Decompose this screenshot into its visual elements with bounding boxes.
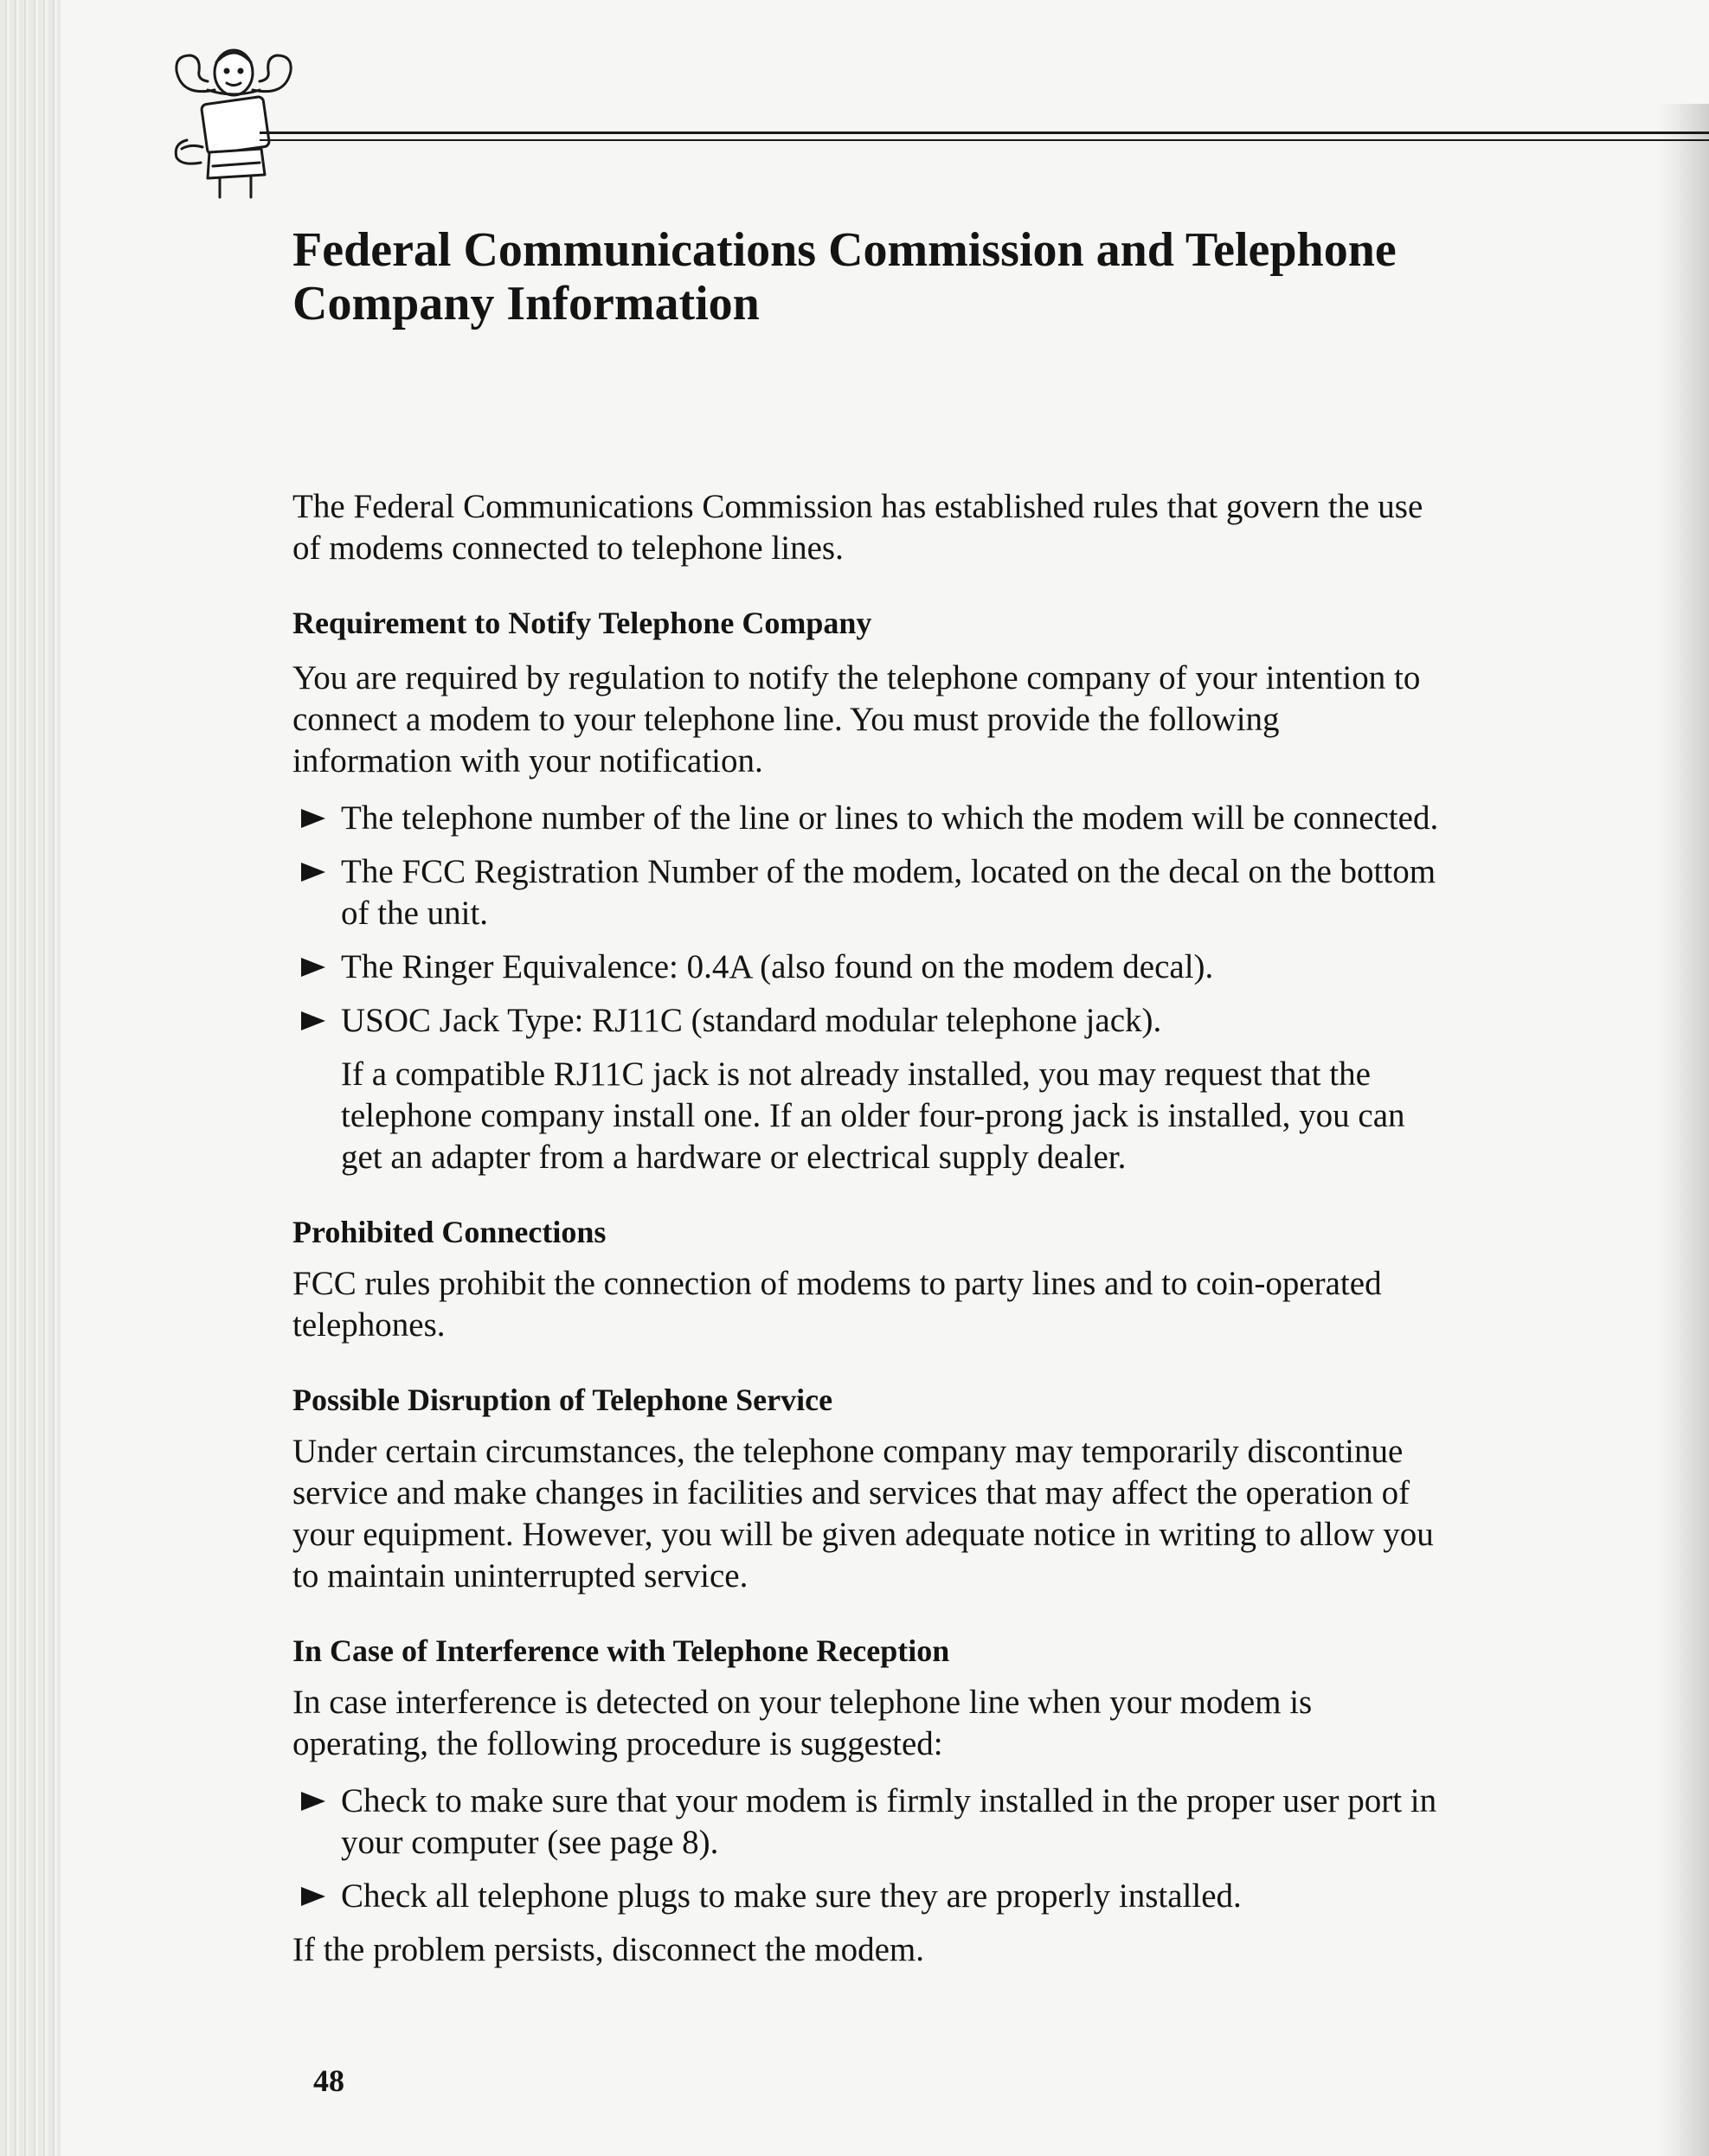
- page-edge-stack: [0, 0, 61, 2156]
- closing-paragraph: If the problem persists, disconnect the modem.: [292, 1931, 924, 1968]
- bullet-arrow-icon: [301, 1011, 325, 1030]
- heading-requirement: Requirement to Notify Telephone Company: [292, 606, 872, 640]
- list-item: Check all telephone plugs to make sure they are properly installed.: [292, 1876, 1443, 1917]
- binding-shadow: [1657, 104, 1709, 2156]
- section-prohibited: [292, 1213, 1443, 1346]
- disruption-paragraph: Under certain circumstances, the telephone company may temporarily discontinue service and make changes in facilities and services that may affect the operation of your equipment. However, you will be given adequate notice in writing to allow you to maintain uninterrupted service.: [292, 1433, 1434, 1595]
- bullet-arrow-icon: [301, 1792, 325, 1811]
- heading-prohibited: Prohibited Connections: [292, 1215, 607, 1249]
- list-item: The telephone number of the line or lines to which the modem will be connected.: [292, 798, 1443, 839]
- heading-interference: In Case of Interference with Telephone Reception: [292, 1633, 950, 1668]
- jack-note-paragraph: If a compatible RJ11C jack is not already installed, you may request that the telephone company install one. If an older four-prong jack is installed, you can get an adapter from a hardware or electrical supply dealer.: [341, 1056, 1405, 1176]
- list-item: The Ringer Equivalence: 0.4A (also found on the modem decal).: [292, 946, 1443, 988]
- list-item: Check to make sure that your modem is firmly installed in the proper user port in your computer (see page 8).: [292, 1781, 1443, 1864]
- page-title: Federal Communications Commission and Telephone Company Information: [292, 223, 1397, 330]
- page-number: 48: [313, 2063, 344, 2098]
- requirement-paragraph: You are required by regulation to notify the telephone company of your intention to connect a modem to your telephone line. You must provide the following information with your notification.: [292, 659, 1421, 780]
- section-disruption: [292, 1381, 1443, 1597]
- heading-disruption: Possible Disruption of Telephone Service: [292, 1383, 833, 1417]
- interference-list: [292, 1781, 1443, 1917]
- header-double-rule: [260, 132, 1709, 145]
- list-item: The FCC Registration Number of the modem, located on the decal on the bottom of the unit.: [292, 851, 1443, 934]
- prohibited-paragraph: FCC rules prohibit the connection of modems to party lines and to coin-operated telephones.: [292, 1265, 1382, 1344]
- page-content: [292, 223, 1443, 1971]
- interference-paragraph: In case interference is detected on your telephone line when your modem is operating, the following procedure is suggested:: [292, 1684, 1313, 1762]
- bullet-arrow-icon: [301, 809, 325, 828]
- bullet-arrow-icon: [301, 1887, 325, 1906]
- bullet-arrow-icon: [301, 958, 325, 977]
- requirement-list: [292, 798, 1443, 1042]
- intro-paragraph: The Federal Communications Commission has established rules that govern the use of modems connected to telephone lines.: [292, 488, 1423, 567]
- list-item: USOC Jack Type: RJ11C (standard modular telephone jack).: [292, 1000, 1443, 1042]
- strongman-mascot-icon: [147, 36, 320, 201]
- bullet-arrow-icon: [301, 863, 325, 882]
- section-interference: [292, 1632, 1443, 1971]
